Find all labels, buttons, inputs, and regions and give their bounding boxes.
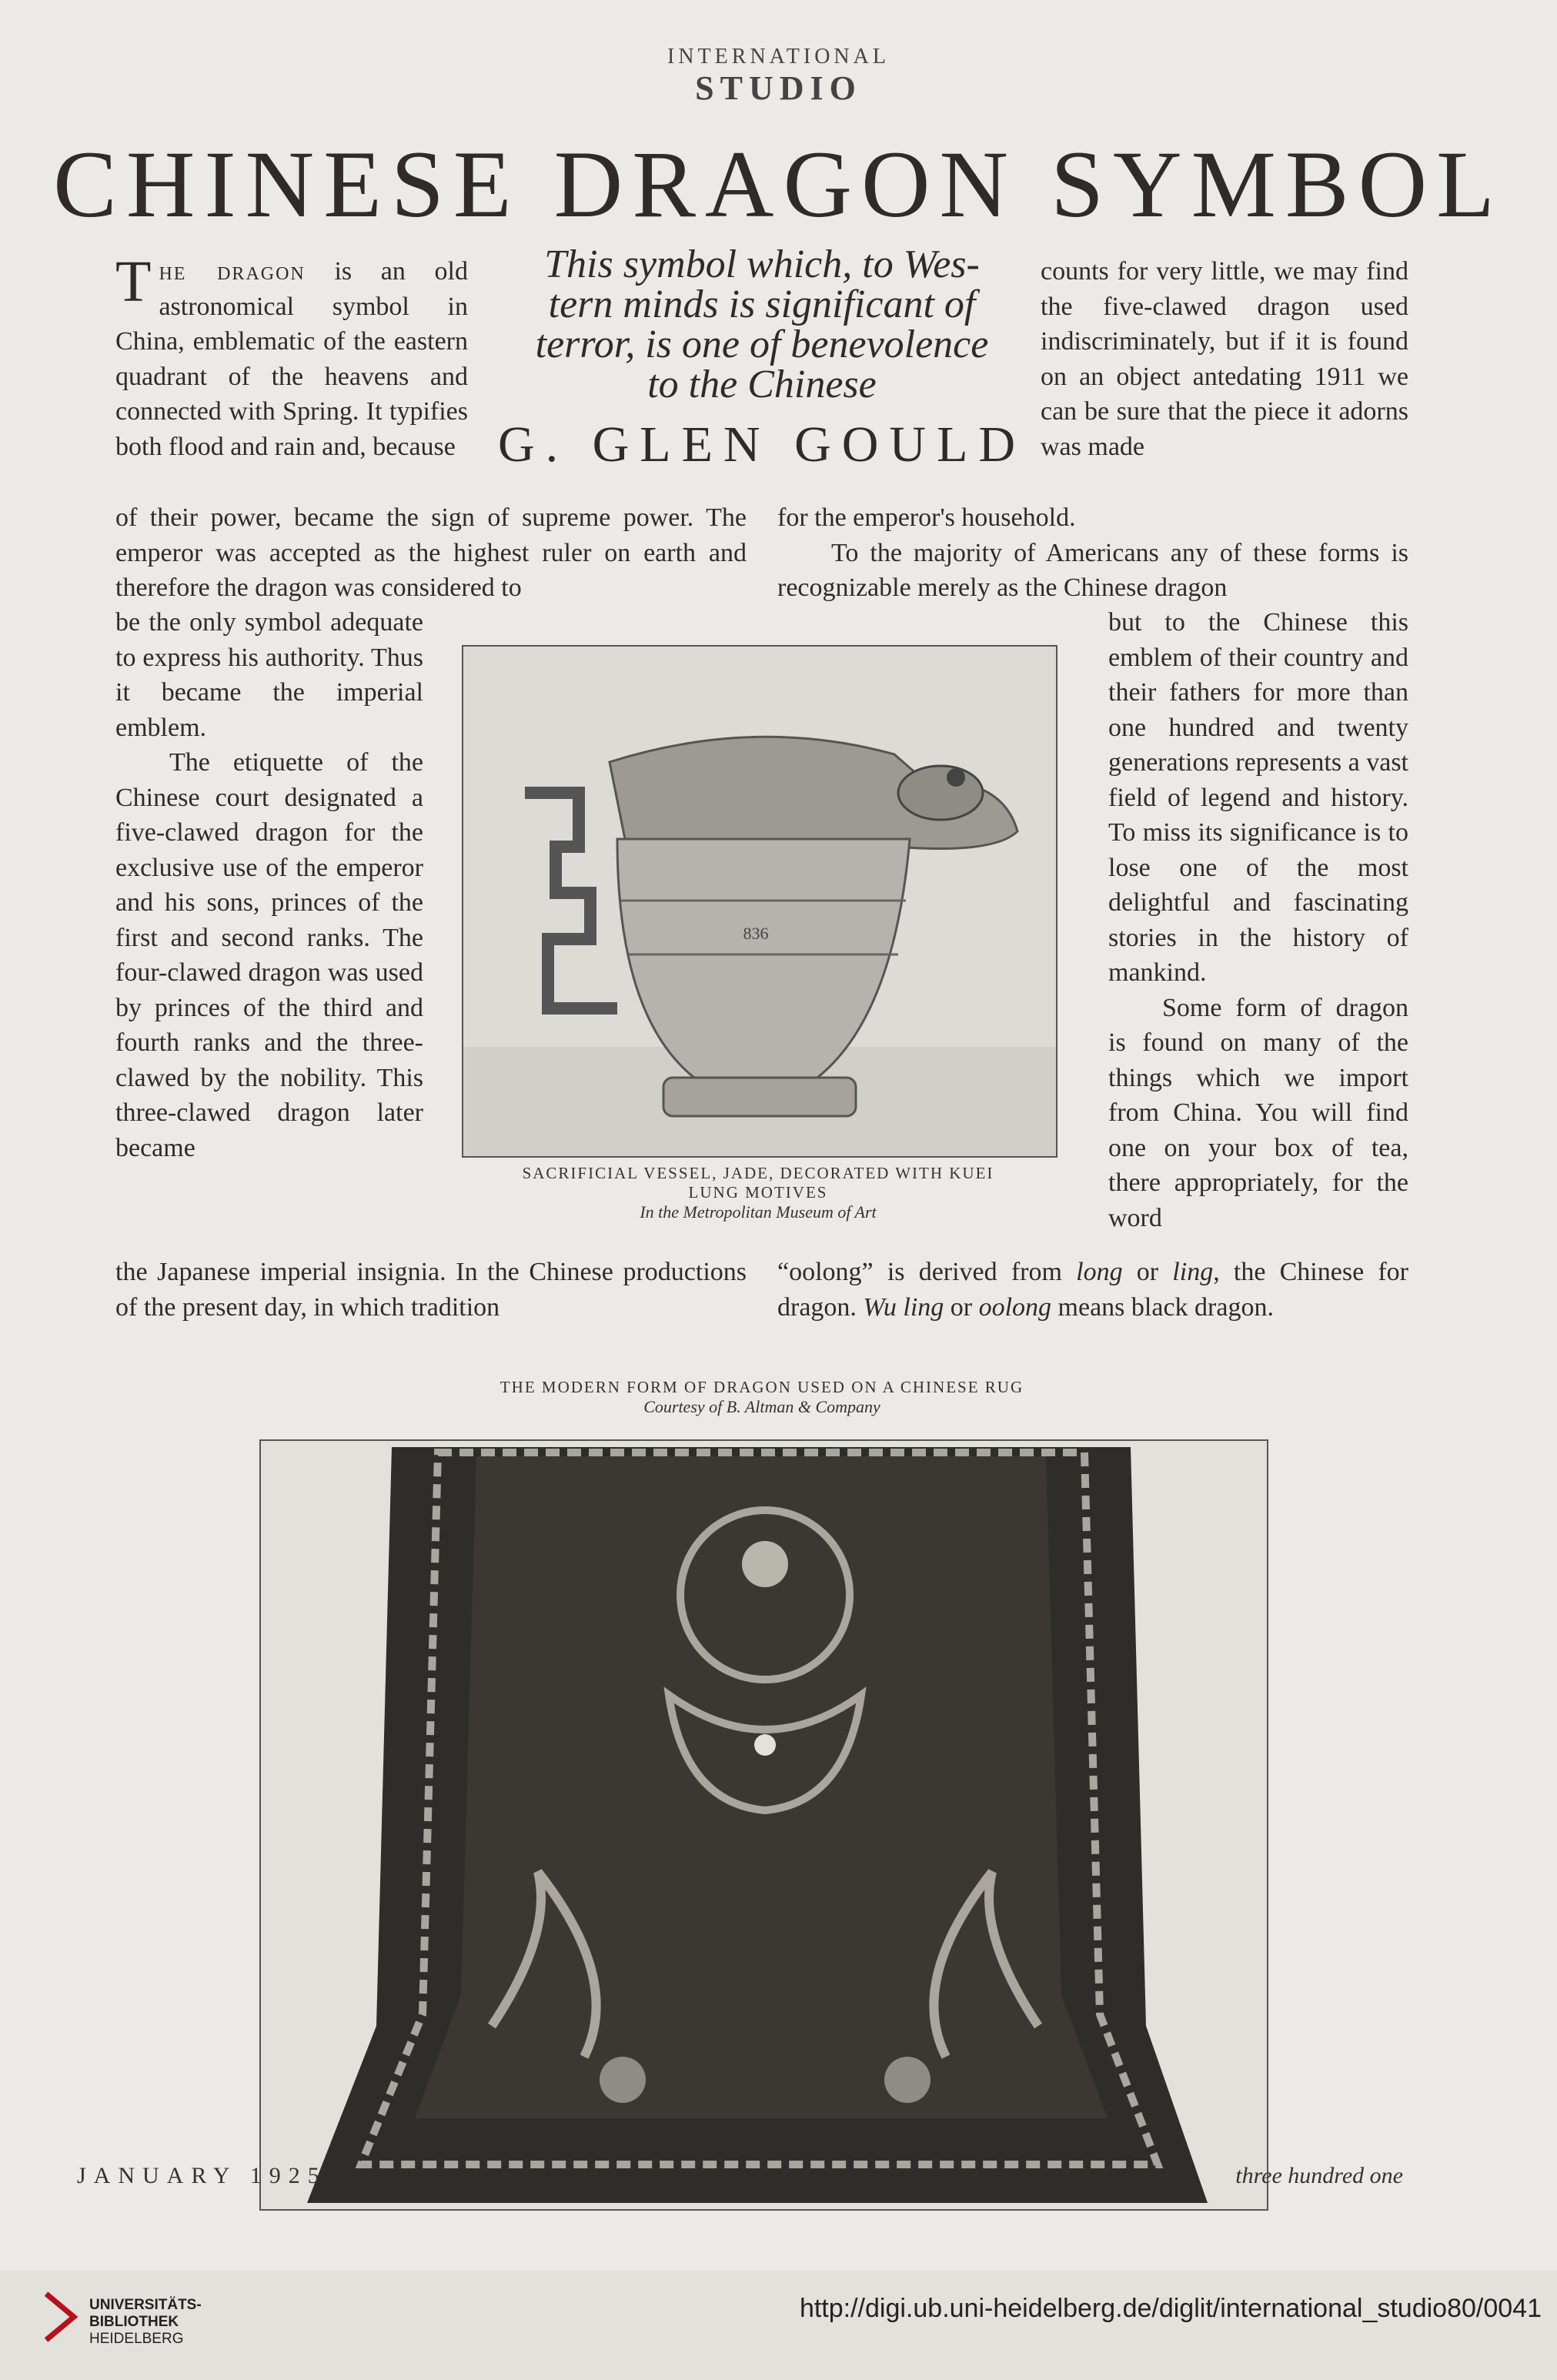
left-column-continuation (115, 500, 747, 606)
text-run: means black dragon. (1051, 1292, 1274, 1322)
deck-line-2: tern minds is significant of (548, 282, 976, 326)
masthead (0, 45, 1557, 108)
caption-vessel-line2: LUNG MOTIVES (688, 1183, 828, 1202)
caption-vessel (431, 1164, 1085, 1222)
left-paragraph-1-cont: of their power, became the sign of supreme power. The emperor was accepted as the highest ruler on earth and therefore the dragon was considered to (115, 503, 747, 602)
right-paragraph-3: Some form of dragon is found on many of the things which we import from China. You will find one on your box of tea, there appropriately, for the word (1108, 993, 1408, 1232)
italic-word-ling: ling (1172, 1258, 1214, 1286)
caption-rug-credit: Courtesy of B. Altman & Company (643, 1397, 880, 1416)
left-paragraph-2: The etiquette of the Chinese court designated a five-clawed dragon for the exclusive use of the emperor and his sons, princes of the first and second ranks. The four-clawed dragon was used by princes of the third and fourth ranks and the three-clawed by the nobility. This three-clawed dragon later became (115, 748, 423, 1162)
caption-vessel-credit: In the Metropolitan Museum of Art (640, 1202, 877, 1222)
deck-line-3: terror, is one of benevolence (535, 323, 989, 366)
deck-line-4: to the Chinese (647, 363, 877, 406)
chinese-rug-image (261, 1441, 1267, 2209)
caption-vessel-line1: SACRIFICIAL VESSEL, JADE, DECORATED WITH KUEI (522, 1164, 994, 1182)
jade-vessel-image (463, 647, 1056, 1156)
italic-word-long: long (1076, 1258, 1123, 1286)
chinese-rug-photo (259, 1439, 1268, 2211)
right-paragraph-1-cont: for the emperor's household. (777, 503, 1076, 532)
deck-line-1: This symbol which, to Wes- (544, 242, 980, 286)
text-run: or (944, 1292, 979, 1322)
italic-word-wu-ling: Wu ling (863, 1292, 944, 1322)
text-run: , the Chinese for dragon. (777, 1258, 1409, 1322)
right-column-top (1041, 254, 1408, 464)
source-url[interactable]: http://digi.ub.uni-heidelberg.de/diglit/international_studio80/0041 (799, 2294, 1542, 2323)
italic-word-oolong: oolong (978, 1292, 1052, 1322)
left-paragraph-2-cont: the Japanese imperial insignia. In the Chinese productions of the present day, in which tradition (115, 1258, 747, 1322)
left-paragraph-1-end: be the only symbol adequate to express his authority. Thus it became the imperial emblem. (115, 608, 423, 742)
text-run: or (1122, 1258, 1173, 1286)
library-footer-bar (0, 2271, 1557, 2380)
jade-vessel-photo (462, 645, 1057, 1158)
footer-page-number: three hundred one (1235, 2163, 1403, 2188)
right-column-bottom (777, 1255, 1408, 1325)
left-column-beside-photo (115, 605, 423, 1165)
right-paragraph-1: counts for very little, we may find the five-clawed dragon used indiscriminately, but if it is found on an object antedating 1911 we can be sure that the piece it adorns was made (1041, 257, 1408, 461)
masthead-line2: STUDIO (695, 69, 862, 107)
right-paragraph-2-mid: but to the Chinese this emblem of their country and their fathers for more than one hundred and twenty generations represents a vast field of legend and history. To miss its significance is to lose one of the most delightful and fascinating stories in the history of mankind. (1108, 608, 1408, 987)
drop-cap: T (115, 249, 152, 314)
lead-smallcaps: he dragon (159, 257, 306, 286)
left-paragraph-1: is an old astronomical symbol in China, emblematic of the eastern quadrant of the heavens and connected with Spring. It typifies both flood and rain and, because (115, 257, 468, 461)
vessel-mark: 836 (743, 924, 769, 943)
right-column-beside-photo (1108, 605, 1408, 1235)
right-paragraph-2-start: To the majority of Americans any of these forms is recognizable merely as the Chinese dragon (777, 538, 1408, 602)
library-name-line1: UNIVERSITÄTS- (89, 2297, 202, 2313)
masthead-line1: INTERNATIONAL (667, 45, 890, 69)
left-column-bottom (115, 1255, 747, 1325)
library-name-line3: HEIDELBERG (89, 2331, 184, 2347)
author-byline: G. GLEN GOULD (497, 416, 1027, 473)
right-paragraph-3-cont (777, 1255, 1408, 1325)
footer-date: JANUARY 1925 (77, 2163, 327, 2188)
right-column-continuation (777, 500, 1408, 606)
library-logo-icon (40, 2286, 80, 2357)
library-name-line2: BIBLIOTHEK (89, 2314, 179, 2330)
caption-rug (277, 1378, 1247, 1417)
left-column-top (115, 249, 468, 464)
caption-rug-line1: THE MODERN FORM OF DRAGON USED ON A CHINESE RUG (500, 1378, 1024, 1396)
library-name (89, 2297, 202, 2348)
article-title: CHINESE DRAGON SYMBOL (53, 132, 1504, 237)
article-deck (469, 242, 1054, 406)
text-run: “oolong” is derived from (777, 1258, 1077, 1286)
